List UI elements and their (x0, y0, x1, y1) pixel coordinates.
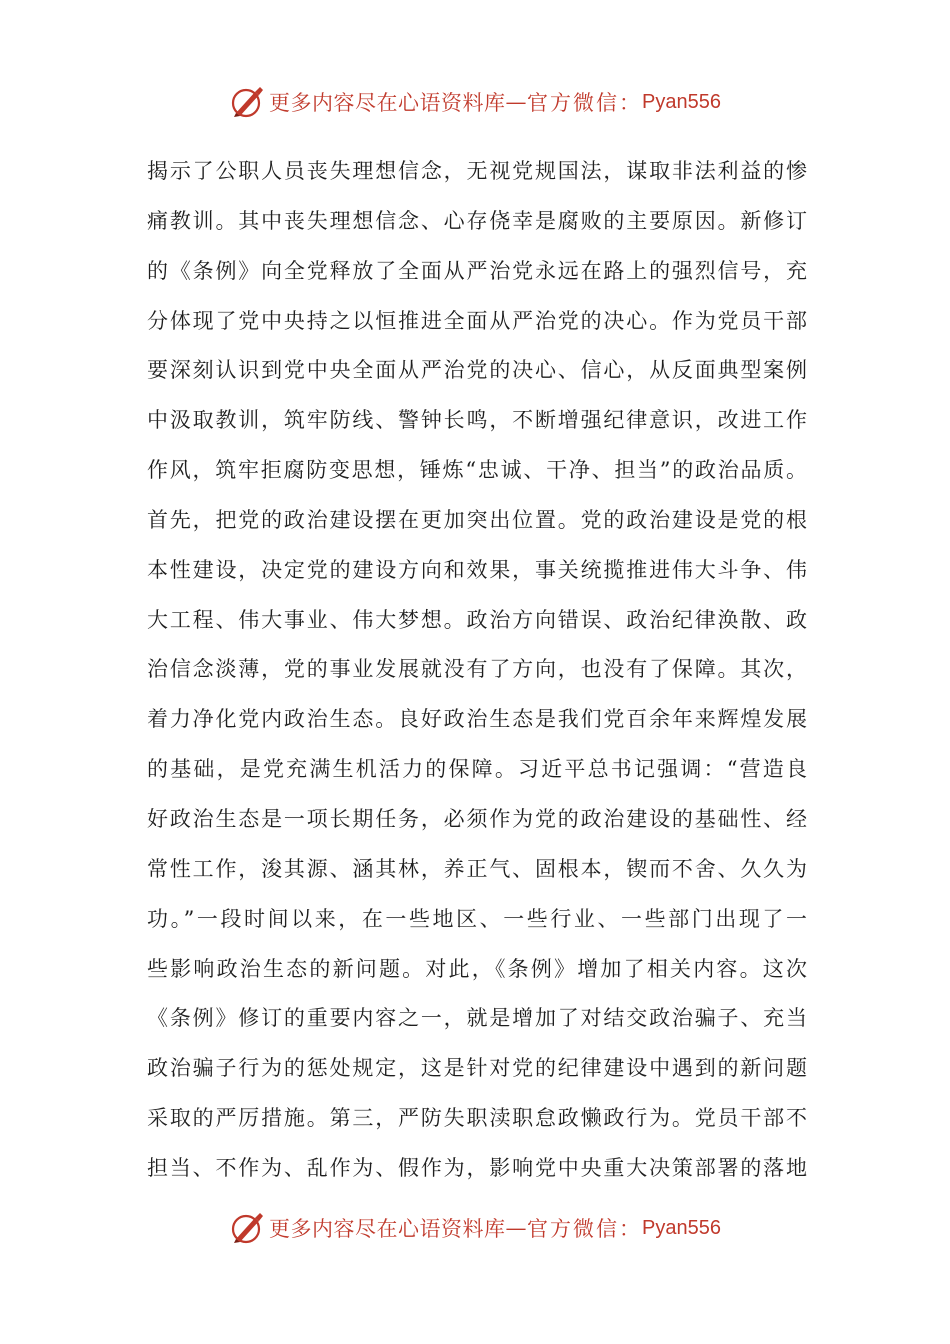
banner-main-text: 更多内容尽在心语资料库 (269, 91, 506, 115)
banner-dash: — (505, 1216, 528, 1240)
text-line: 担当、不作为、乱作为、假作为，影响党中央重大决策部署的落地 (147, 1155, 807, 1180)
text-line: 要深刻认识到党中央全面从严治党的决心、信心，从反面典型案例 (147, 358, 807, 383)
text-line: 的《条例》向全党释放了全面从严治党永远在路上的强烈信号，充 (147, 258, 807, 283)
banner-main-text: 更多内容尽在心语资料库 (269, 1217, 506, 1241)
banner-wechat-label: 官方微信： (527, 91, 643, 115)
text-line: 着力净化党内政治生态。良好政治生态是我们党百余年来辉煌发展 (147, 707, 807, 732)
text-line: 政治骗子行为的惩处规定，这是针对党的纪律建设中遇到的新问题 (147, 1056, 807, 1081)
text-line: 大工程、伟大事业、伟大梦想。政治方向错误、政治纪律涣散、政 (147, 607, 807, 632)
text-line: 治信念淡薄，党的事业发展就没有了方向，也没有了保障。其次， (147, 657, 807, 682)
text-line: 首先，把党的政治建设摆在更加突出位置。党的政治建设是党的根 (147, 507, 807, 532)
text-line: 揭示了公职人员丧失理想信念，无视党规国法，谋取非法利益的惨 (147, 159, 807, 183)
text-line: 痛教训。其中丧失理想信念、心存侥幸是腐败的主要原因。新修订 (147, 208, 807, 233)
text-line: 分体现了党中央持之以恒推进全面从严治党的决心。作为党员干部 (147, 308, 807, 333)
text-line: 功。”一段时间以来，在一些地区、一些行业、一些部门出现了一 (147, 906, 807, 931)
pen-logo-icon (229, 1210, 265, 1246)
footer-banner (0, 1208, 950, 1248)
banner-wechat-label: 官方微信： (527, 1217, 643, 1241)
text-line: 采取的严厉措施。第三，严防失职渎职怠政懒政行为。党员干部不 (147, 1106, 807, 1131)
text-line: 常性工作，浚其源、涵其林，养正气、固根本，锲而不舍、久久为 (147, 856, 807, 881)
header-banner (0, 82, 950, 122)
text-line: 些影响政治生态的新问题。对此，《条例》增加了相关内容。这次 (147, 956, 807, 981)
text-line: 中汲取教训，筑牢防线、警钟长鸣，不断增强纪律意识，改进工作 (147, 408, 807, 433)
banner-dash: — (505, 90, 528, 114)
document-body (147, 147, 807, 1194)
banner-wechat-id: Pyan556 (642, 1216, 721, 1239)
text-line: 好政治生态是一项长期任务，必须作为党的政治建设的基础性、经 (147, 806, 807, 831)
text-line: 本性建设，决定党的建设方向和效果，事关统揽推进伟大斗争、伟 (147, 557, 807, 582)
text-line: 作风，筑牢拒腐防变思想，锤炼“忠诚、干净、担当”的政治品质。 (147, 458, 807, 483)
text-line: 的基础，是党充满生机活力的保障。习近平总书记强调：“营造良 (147, 757, 807, 782)
text-line: 《条例》修订的重要内容之一，就是增加了对结交政治骗子、充当 (147, 1006, 807, 1031)
pen-logo-icon (229, 84, 265, 120)
banner-wechat-id: Pyan556 (642, 90, 721, 113)
